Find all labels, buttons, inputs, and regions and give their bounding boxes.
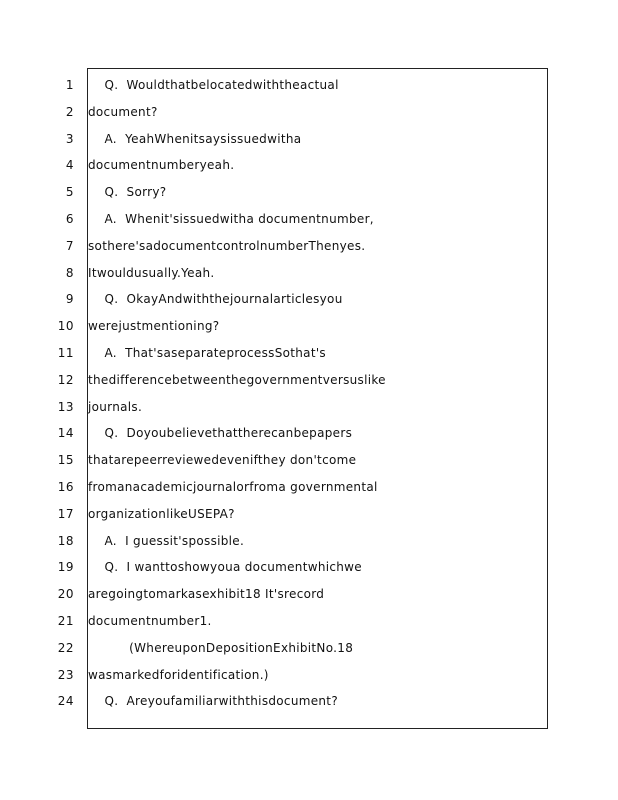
line-number: 19 [57,560,74,575]
line-number-column [40,72,74,715]
line-number: 14 [57,426,74,441]
transcript-line: organizationlikeUSEPA? [88,506,235,521]
transcript-line: werejustmentioning? [88,319,220,334]
transcript-line: journals. [88,399,143,414]
transcript-text [88,72,544,715]
line-number: 20 [57,587,74,602]
line-number: 5 [65,185,74,200]
transcript-line: document? [88,104,158,119]
line-number: 8 [65,265,74,280]
line-number: 23 [57,667,74,682]
transcript-line: A. That'saseparateprocessSothat's [88,345,326,360]
transcript-line: A. YeahWhenitsaysissuedwitha [88,131,302,146]
transcript-line: Q. Areyoufamiliarwiththisdocument? [88,694,338,709]
transcript-line: fromanacademicjournalorfroma governmental [88,479,378,494]
line-number: 16 [57,479,74,494]
transcript-line: Q. I wanttoshowyoua documentwhichwe [88,560,362,575]
line-number: 12 [57,372,74,387]
line-number: 17 [57,506,74,521]
transcript-line: Q. Sorry? [88,185,167,200]
line-number: 21 [57,613,74,628]
transcript-line: A. I guessit'spossible. [88,533,245,548]
transcript-line: aregoingtomarkasexhibit18 It'srecord [88,587,325,602]
line-number: 3 [65,131,74,146]
transcript-line: Q. Wouldthatbelocatedwiththeactual [88,78,339,92]
transcript-line: Q. Doyoubelievethattherecanbepapers [88,426,353,441]
line-number: 9 [65,292,74,307]
transcript-line: thatarepeerreviewedevenifthey don'tcome [88,453,357,468]
line-number: 7 [65,238,74,253]
line-number: 4 [65,158,74,173]
line-number: 6 [65,211,74,226]
line-number: 18 [57,533,74,548]
transcript-line: documentnumberyeah. [88,158,235,173]
transcript-line: wasmarkedforidentification.) [88,667,269,682]
transcript-line: Itwouldusually.Yeah. [88,265,215,280]
transcript-line: sothere'sadocumentcontrolnumberThenyes. [88,238,366,253]
transcript-line: (WhereuponDepositionExhibitNo.18 [88,640,354,655]
line-number: 13 [57,399,74,414]
line-number: 22 [57,640,74,655]
transcript-line: documentnumber1. [88,613,212,628]
line-number: 24 [57,694,74,709]
line-number: 1 [65,78,74,92]
transcript-line: Q. OkayAndwiththejournalarticlesyou [88,292,343,307]
transcript-line: thedifferencebetweenthegovernmentversuslike [88,372,386,387]
line-number: 15 [57,453,74,468]
transcript-line: A. Whenit'sissuedwitha documentnumber, [88,211,374,226]
line-number: 11 [57,345,74,360]
line-number: 2 [65,104,74,119]
line-number: 10 [57,319,74,334]
